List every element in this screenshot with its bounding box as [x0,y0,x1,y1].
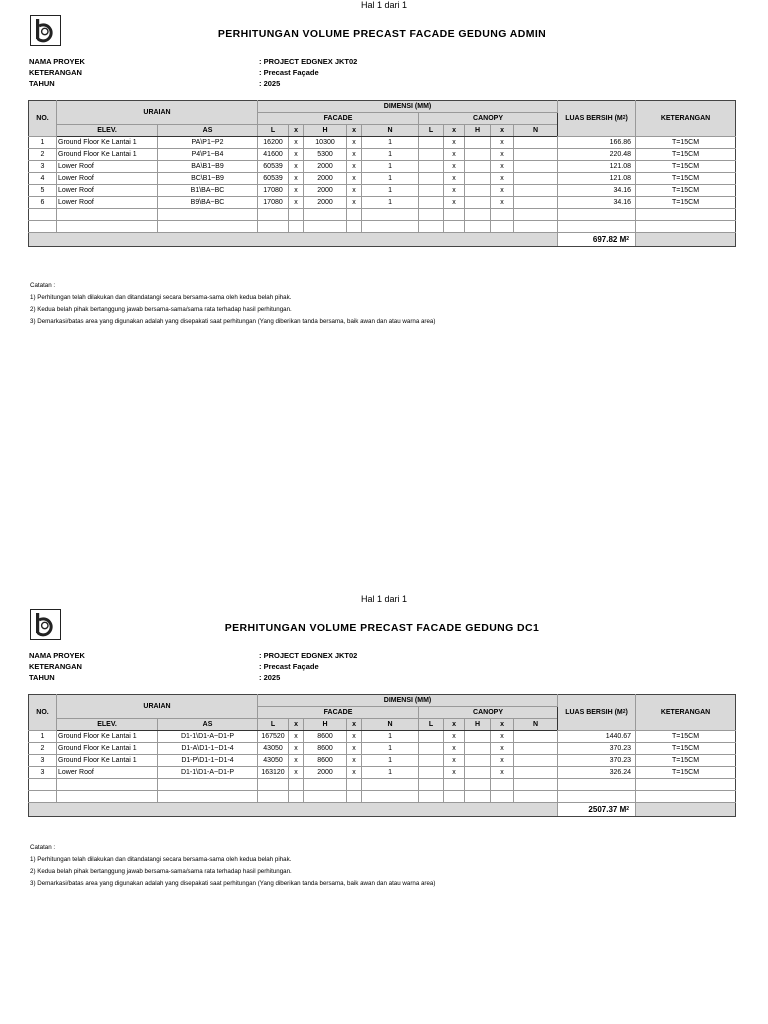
table-row [29,779,736,791]
row-facade-x2: x [347,755,362,767]
row-elev [57,779,158,791]
row-facade-l: 17080 [258,197,289,209]
row-facade-h: 10300 [304,137,347,149]
row-elev: Ground Floor Ke Lantai 1 [57,149,158,161]
row-canopy-n [514,149,558,161]
row-canopy-h [465,791,491,803]
header-canopy-x: x [491,719,514,731]
row-canopy-n [514,755,558,767]
row-canopy-h [465,197,491,209]
row-facade-h [304,779,347,791]
row-facade-x1 [289,791,304,803]
row-luas: 34.16 [558,185,636,197]
row-facade-x2 [347,791,362,803]
row-canopy-l [419,755,444,767]
row-canopy-n [514,743,558,755]
row-canopy-x1 [444,791,465,803]
row-canopy-x1: x [444,767,465,779]
row-facade-x1 [289,221,304,233]
row-as [158,209,258,221]
header-canopy-n: N [514,125,558,137]
row-facade-n: 1 [362,197,419,209]
header-canopy-n: N [514,719,558,731]
row-luas: 34.16 [558,197,636,209]
header-facade-h: H [304,125,347,137]
row-no [29,221,57,233]
row-facade-n: 1 [362,173,419,185]
header-luas: LUAS BERSIH $(M^2)$ [558,695,636,731]
row-facade-x1: x [289,185,304,197]
row-elev: Ground Floor Ke Lantai 1 [57,743,158,755]
row-facade-x1: x [289,197,304,209]
row-facade-x2: x [347,173,362,185]
row-facade-n [362,209,419,221]
meta-value: : 2025 [259,673,281,682]
row-as: PA\P1~P2 [158,137,258,149]
total-keterangan [636,233,736,247]
row-facade-x2 [347,779,362,791]
row-canopy-h [465,755,491,767]
row-canopy-x2: x [491,161,514,173]
row-facade-x1 [289,209,304,221]
meta-label: NAMA PROYEK [29,57,85,66]
row-facade-l: 16200 [258,137,289,149]
header-canopy-x: x [444,719,465,731]
header-facade-x: x [289,719,304,731]
page-number: Hal 1 dari 1 [360,0,408,10]
table-row [29,791,736,803]
row-facade-x2 [347,221,362,233]
table-row [29,197,736,209]
row-facade-x1: x [289,173,304,185]
row-canopy-h [465,767,491,779]
row-no: 3 [29,755,57,767]
page-title: PERHITUNGAN VOLUME PRECAST FACADE GEDUNG DC1 [224,622,540,634]
header-canopy-l: L [419,125,444,137]
row-facade-x2: x [347,185,362,197]
header-as: AS [158,125,258,137]
row-canopy-n [514,161,558,173]
row-canopy-x2: x [491,767,514,779]
row-facade-x2 [347,209,362,221]
row-canopy-l [419,731,444,743]
row-canopy-x2: x [491,149,514,161]
header-uraian: URAIAN [57,695,258,719]
page-title: PERHITUNGAN VOLUME PRECAST FACADE GEDUNG ADMIN [217,28,547,40]
row-no: 6 [29,197,57,209]
row-keterangan [636,779,736,791]
row-facade-x1: x [289,755,304,767]
row-canopy-l [419,161,444,173]
note-item: 1) Perhitungan telah dilakukan dan ditandatangi secara bersama-sama oleh kedua belah pihak. [30,294,292,301]
note-item: 1) Perhitungan telah dilakukan dan ditandatangi secara bersama-sama oleh kedua belah pihak. [30,856,292,863]
header-facade-x: x [289,125,304,137]
row-facade-x1: x [289,767,304,779]
row-canopy-x2: x [491,173,514,185]
row-luas: 220.48 [558,149,636,161]
row-canopy-x1: x [444,185,465,197]
header-elev: ELEV. [57,719,158,731]
header-facade-l: L [258,125,289,137]
row-facade-x2: x [347,743,362,755]
row-keterangan: T=15CM [636,173,736,185]
row-elev: Lower Roof [57,197,158,209]
row-no: 2 [29,743,57,755]
page-number: Hal 1 dari 1 [360,594,408,604]
row-canopy-x1: x [444,149,465,161]
row-canopy-x2: x [491,185,514,197]
row-canopy-l [419,221,444,233]
row-facade-x1: x [289,137,304,149]
row-facade-n: 1 [362,731,419,743]
table-row [29,731,736,743]
row-luas: 1440.67 [558,731,636,743]
row-no: 5 [29,185,57,197]
row-keterangan [636,209,736,221]
row-luas: 121.08 [558,173,636,185]
header-elev: ELEV. [57,125,158,137]
note-item: 3) Demarkasi/batas area yang digunakan adalah yang disepakati saat perhitungan (Yang diberikan tanda bersama, baik awan dan atau warna area) [30,880,436,887]
row-facade-h: 2000 [304,161,347,173]
row-canopy-n [514,209,558,221]
row-facade-n: 1 [362,161,419,173]
row-facade-h: 8600 [304,731,347,743]
row-canopy-n [514,221,558,233]
note-item: 3) Demarkasi/batas area yang digunakan adalah yang disepakati saat perhitungan (Yang diberikan tanda bersama, baik awan dan atau warna area) [30,318,436,325]
row-facade-n: 1 [362,137,419,149]
row-as: D1-1\D1-A~D1-P [158,731,258,743]
row-facade-n: 1 [362,755,419,767]
row-facade-x2: x [347,767,362,779]
meta-label: NAMA PROYEK [29,651,85,660]
row-canopy-x1: x [444,755,465,767]
row-facade-h: 8600 [304,743,347,755]
row-canopy-l [419,767,444,779]
row-canopy-h [465,743,491,755]
header-uraian: URAIAN [57,101,258,125]
row-canopy-h [465,185,491,197]
row-luas: 326.24 [558,767,636,779]
row-as: P4\P1~B4 [158,149,258,161]
header-luas: LUAS BERSIH $(M^2)$ [558,101,636,137]
row-facade-x2: x [347,197,362,209]
header-facade-h: H [304,719,347,731]
header-dimensi: DIMENSI (MM) [258,695,558,707]
header-facade-l: L [258,719,289,731]
row-canopy-x1: x [444,731,465,743]
row-luas [558,791,636,803]
document-page [0,594,768,1024]
row-no [29,779,57,791]
row-facade-n: 1 [362,185,419,197]
row-elev: Lower Roof [57,767,158,779]
meta-value: : PROJECT EDGNEX JKT02 [259,651,358,660]
total-luas: 2507.37 $M^2$ [558,803,636,817]
total-filler [29,233,558,247]
note-item: 2) Kedua belah pihak bertanggung jawab bersama-sama/sama rata terhadap hasil perhitungan. [30,868,292,875]
row-canopy-l [419,149,444,161]
table-row [29,755,736,767]
row-keterangan: T=15CM [636,197,736,209]
row-facade-l [258,221,289,233]
row-no: 3 [29,161,57,173]
row-facade-x2: x [347,137,362,149]
table-row [29,743,736,755]
header-canopy-h: H [465,125,491,137]
row-keterangan: T=15CM [636,185,736,197]
meta-label: KETERANGAN [29,68,82,77]
row-facade-h [304,209,347,221]
row-elev: Ground Floor Ke Lantai 1 [57,731,158,743]
row-facade-l: 60539 [258,161,289,173]
row-canopy-x2: x [491,743,514,755]
row-facade-x2: x [347,731,362,743]
row-canopy-x2 [491,209,514,221]
header-canopy: CANOPY [419,707,558,719]
row-canopy-l [419,197,444,209]
row-facade-x1: x [289,149,304,161]
row-luas: 370.23 [558,743,636,755]
row-facade-h: 2000 [304,197,347,209]
row-as [158,779,258,791]
row-canopy-n [514,791,558,803]
row-keterangan: T=15CM [636,767,736,779]
header-facade-n: N [362,125,419,137]
row-facade-n [362,221,419,233]
row-no: 4 [29,173,57,185]
header-facade-x: x [347,125,362,137]
total-filler [29,803,558,817]
row-canopy-l [419,209,444,221]
row-canopy-h [465,161,491,173]
row-canopy-n [514,767,558,779]
row-canopy-x2 [491,779,514,791]
row-luas: 370.23 [558,755,636,767]
table-row [29,185,736,197]
row-as: D1-A\D1-1~D1-4 [158,743,258,755]
row-elev: Ground Floor Ke Lantai 1 [57,137,158,149]
row-canopy-n [514,197,558,209]
volume-table [28,100,736,247]
row-facade-x1: x [289,161,304,173]
total-row [29,803,736,817]
row-canopy-x1: x [444,197,465,209]
notes-heading: Catatan : [30,844,56,851]
notes-heading: Catatan : [30,282,56,289]
row-elev [57,791,158,803]
row-elev: Lower Roof [57,173,158,185]
volume-table [28,694,736,817]
row-canopy-h [465,779,491,791]
row-canopy-h [465,221,491,233]
row-facade-l: 41600 [258,149,289,161]
header-canopy-x: x [491,125,514,137]
table-row [29,137,736,149]
row-elev [57,209,158,221]
row-as: D1-1\D1-A~D1-P [158,767,258,779]
meta-value: : Precast Façade [259,662,319,671]
row-canopy-h [465,731,491,743]
row-facade-n: 1 [362,743,419,755]
row-canopy-n [514,779,558,791]
row-luas: 121.08 [558,161,636,173]
meta-value: : PROJECT EDGNEX JKT02 [259,57,358,66]
row-as: BC\B1~B9 [158,173,258,185]
row-facade-l: 167520 [258,731,289,743]
table-row [29,149,736,161]
row-keterangan: T=15CM [636,755,736,767]
row-canopy-x1 [444,221,465,233]
row-canopy-x2 [491,221,514,233]
row-facade-h [304,221,347,233]
row-canopy-x2 [491,791,514,803]
header-facade: FACADE [258,707,419,719]
row-canopy-n [514,173,558,185]
row-as: D1-P\D1-1~D1-4 [158,755,258,767]
row-facade-h: 2000 [304,767,347,779]
row-as: B9\BA~BC [158,197,258,209]
row-luas [558,779,636,791]
row-facade-l [258,779,289,791]
row-as [158,791,258,803]
notes [30,842,435,890]
row-luas [558,209,636,221]
row-canopy-x2: x [491,755,514,767]
row-canopy-l [419,743,444,755]
row-facade-x1: x [289,743,304,755]
row-luas: 166.86 [558,137,636,149]
header-facade: FACADE [258,113,419,125]
header-keterangan: KETERANGAN [636,101,736,137]
row-canopy-l [419,185,444,197]
header-canopy: CANOPY [419,113,558,125]
row-no: 1 [29,137,57,149]
row-canopy-n [514,185,558,197]
header-dimensi: DIMENSI (MM) [258,101,558,113]
row-canopy-l [419,791,444,803]
row-keterangan: T=15CM [636,137,736,149]
header-canopy-x: x [444,125,465,137]
row-facade-l [258,791,289,803]
notes [30,280,435,328]
row-canopy-x1: x [444,743,465,755]
row-facade-l [258,209,289,221]
row-keterangan: T=15CM [636,731,736,743]
row-keterangan [636,221,736,233]
row-canopy-x1: x [444,173,465,185]
row-canopy-x1 [444,779,465,791]
note-item: 2) Kedua belah pihak bertanggung jawab bersama-sama/sama rata terhadap hasil perhitungan. [30,306,292,313]
meta-label: TAHUN [29,79,55,88]
row-no: 2 [29,149,57,161]
row-facade-x1 [289,779,304,791]
table-row [29,173,736,185]
row-no [29,791,57,803]
row-facade-x1: x [289,731,304,743]
row-facade-n: 1 [362,767,419,779]
row-canopy-h [465,209,491,221]
header-canopy-h: H [465,719,491,731]
meta-value: : Precast Façade [259,68,319,77]
row-canopy-h [465,173,491,185]
row-canopy-l [419,173,444,185]
header-as: AS [158,719,258,731]
row-elev: Lower Roof [57,161,158,173]
row-elev: Lower Roof [57,185,158,197]
table-row [29,767,736,779]
meta-label: TAHUN [29,673,55,682]
row-keterangan: T=15CM [636,161,736,173]
row-keterangan [636,791,736,803]
row-facade-l: 43050 [258,743,289,755]
row-facade-l: 60539 [258,173,289,185]
row-no: 3 [29,767,57,779]
row-facade-h: 2000 [304,173,347,185]
row-facade-n: 1 [362,149,419,161]
row-canopy-x1: x [444,137,465,149]
table-row [29,161,736,173]
row-canopy-h [465,137,491,149]
header-no: NO. [29,101,57,137]
row-facade-h [304,791,347,803]
row-canopy-x2: x [491,137,514,149]
row-canopy-x1 [444,209,465,221]
row-elev [57,221,158,233]
meta-value: : 2025 [259,79,281,88]
row-facade-l: 43050 [258,755,289,767]
row-facade-h: 5300 [304,149,347,161]
row-canopy-x2: x [491,197,514,209]
header-canopy-l: L [419,719,444,731]
row-facade-l: 17080 [258,185,289,197]
meta-label: KETERANGAN [29,662,82,671]
header-facade-x: x [347,719,362,731]
total-row [29,233,736,247]
row-facade-l: 163120 [258,767,289,779]
row-facade-x2: x [347,161,362,173]
total-keterangan [636,803,736,817]
row-facade-n [362,791,419,803]
row-canopy-l [419,779,444,791]
table-row [29,221,736,233]
row-canopy-h [465,149,491,161]
header-facade-n: N [362,719,419,731]
header-keterangan: KETERANGAN [636,695,736,731]
row-as: BA\B1~B9 [158,161,258,173]
row-keterangan: T=15CM [636,149,736,161]
row-luas [558,221,636,233]
header-no: NO. [29,695,57,731]
row-facade-h: 8600 [304,755,347,767]
row-canopy-l [419,137,444,149]
row-facade-h: 2000 [304,185,347,197]
row-canopy-x2: x [491,731,514,743]
row-no [29,209,57,221]
table-row [29,209,736,221]
row-elev: Ground Floor Ke Lantai 1 [57,755,158,767]
row-canopy-n [514,137,558,149]
row-facade-n [362,779,419,791]
row-no: 1 [29,731,57,743]
row-canopy-x1: x [444,161,465,173]
row-canopy-n [514,731,558,743]
row-facade-x2: x [347,149,362,161]
row-as [158,221,258,233]
total-luas: 697.82 $M^2$ [558,233,636,247]
row-keterangan: T=15CM [636,743,736,755]
row-as: B1\BA~BC [158,185,258,197]
